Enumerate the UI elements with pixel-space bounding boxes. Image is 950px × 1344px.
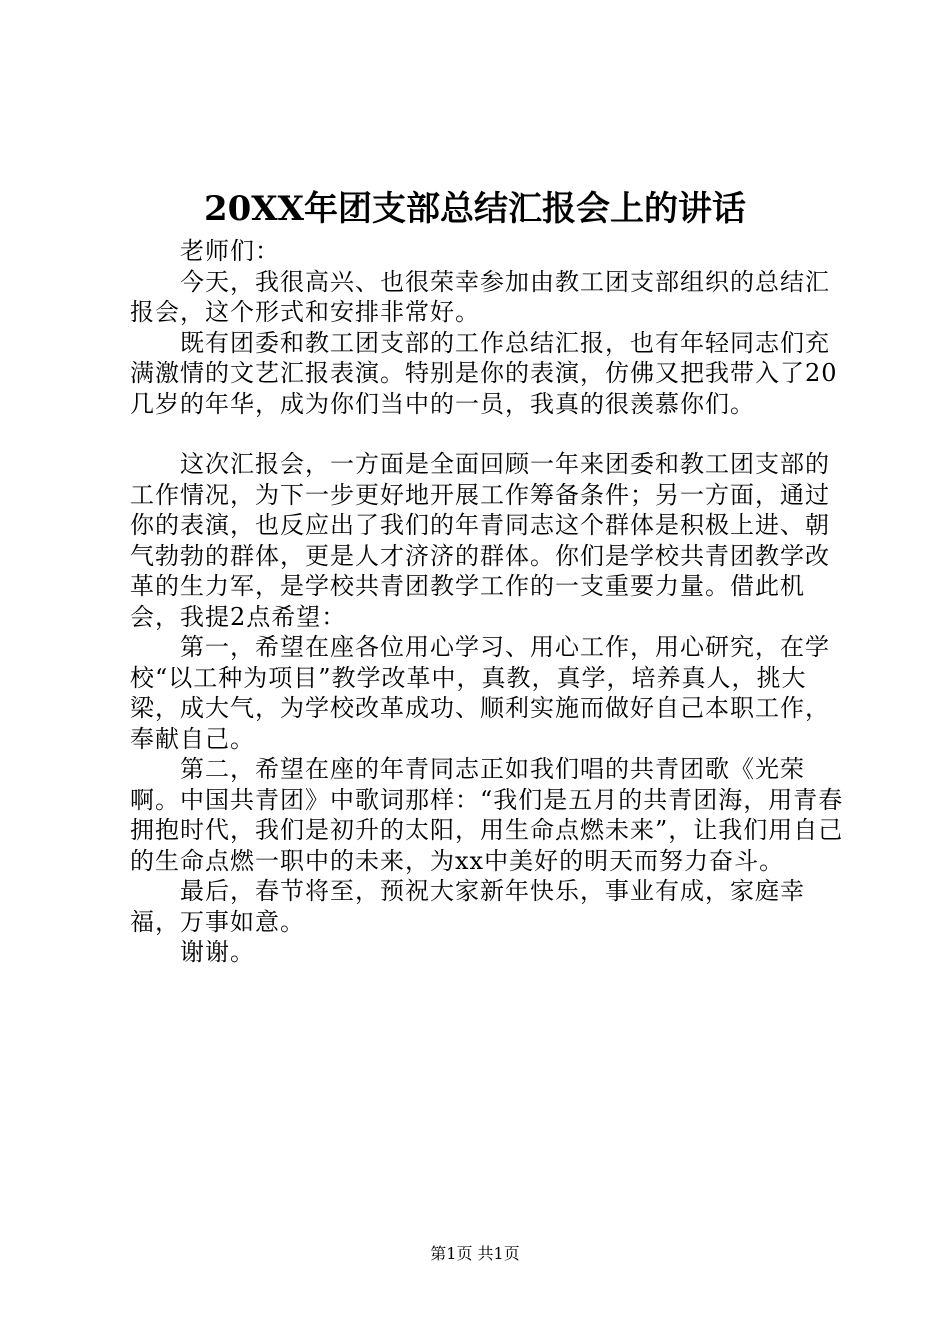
paragraph-thanks: 谢谢。	[180, 938, 255, 966]
document-body	[130, 236, 850, 968]
paragraph-hope-two: 第二，希望在座的年青同志正如我们唱的共青团歌《光荣啊。中国共青团》中歌词那样：“我们是五月的共青团海，用青春拥抱时代，我们是初升的太阳，用生命点燃未来”，让我们用自己的生命点燃一职中的未来，为xx中美好的明天而努力奋斗。	[130, 755, 844, 875]
page-number: 第1页 共1页	[430, 1244, 520, 1263]
paragraph-review: 这次汇报会，一方面是全面回顾一年来团委和教工团支部的工作情况，为下一步更好地开展工作筹备条件；另一方面，通过你的表演，也反应出了我们的年青同志这个群体是积极上进、朝气勃勃的群体，更是人才济济的群体。你们是学校共青团教学改革的生力军，是学校共青团教学工作的一支重要力量。借此机会，我提2点希望：	[130, 450, 830, 631]
paragraph-closing: 最后，春节将至，预祝大家新年快乐，事业有成，家庭幸福，万事如意。	[130, 877, 805, 936]
paragraph-hope-one: 第一，希望在座各位用心学习、用心工作，用心研究，在学校“以工种为项目”教学改革中，真教，真学，培养真人，挑大梁，成大气，为学校改革成功、顺利实施而做好自己本职工作，奉献自己。	[130, 633, 830, 753]
paragraph-opening: 今天，我很高兴、也很荣幸参加由教工团支部组织的总结汇报会，这个形式和安排非常好。	[130, 267, 830, 326]
document-title: 20XX年团支部总结汇报会上的讲话	[203, 189, 747, 229]
salutation: 老师们：	[180, 237, 280, 265]
paragraph-performance: 既有团委和教工团支部的工作总结汇报，也有年轻同志们充满激情的文艺汇报表演。特别是你的表演，仿佛又把我带入了20几岁的年华，成为你们当中的一员，我真的很羡慕你们。	[130, 328, 838, 418]
